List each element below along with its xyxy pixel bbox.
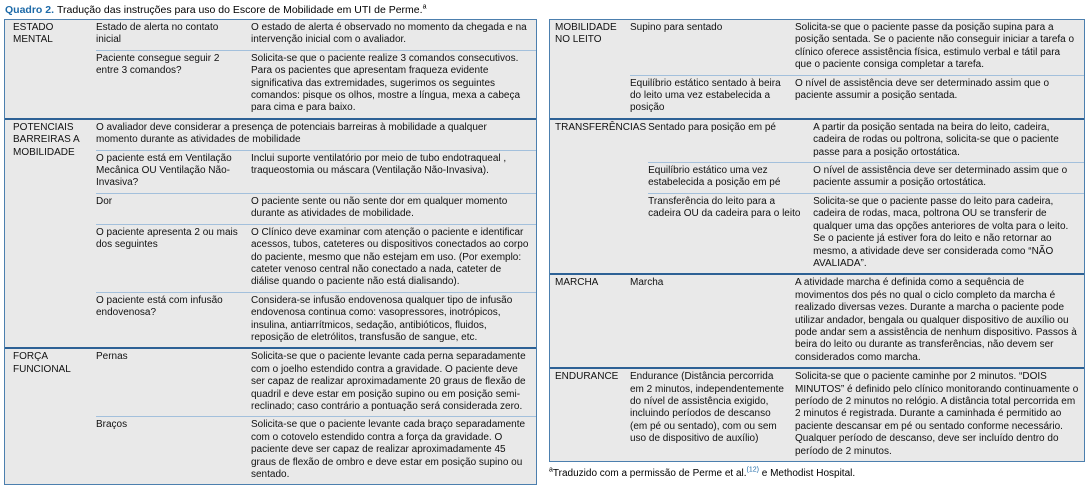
section-category: POTENCIAIS BARREIRAS A MOBILIDADE <box>13 121 80 158</box>
row-item: Equilíbrio estático sentado à beira do leito uma vez estabelecida a posição <box>630 77 781 114</box>
row-item: Endurance (Distância percorrida em 2 minutos, independentemente do nível de assistência exigido, incluindo períodos de descanso (em pé ou sentado), com ou sem uso de dispositivo de auxílio) <box>630 371 784 445</box>
row-item: Paciente consegue seguir 2 entre 3 comandos? <box>96 52 220 77</box>
row-description: Solicita-se que o paciente realize 3 comandos consecutivos. Para os pacientes que apresentam fraqueza evidente significativa das extremidades, sugerimos os seguintes comandos: pisque os olhos, mostre a língua, mexa a cabeça para cima e para baixo. <box>251 52 521 114</box>
section-rows <box>96 20 536 118</box>
row-description: Solicita-se que o paciente levante cada braço separadamente com o cotovelo estendido contra a força da gravidade. O paciente deve ser capaz de realizar aproximadamente 45 graus de flexão de ombro e deve estar em posição supino ou sentado. <box>251 419 526 480</box>
row-description: Solicita-se que o paciente passe do leito para cadeira, cadeira de rodas, maca, poltrona OU se transferir de qualquer uma das opções anteriores de volta para o leito. Se o paciente já estiver fora do leito e não retornar ao mesmo, a atividade deve ser considerada como “NÃO AVALIADA”. <box>813 195 1069 269</box>
left-table <box>4 19 537 485</box>
row-description: Inclui suporte ventilatório por meio de tubo endotraqueal , traqueostomia ou máscara (Ventilação Não-Invasiva). <box>251 152 507 177</box>
row-description: Considera-se infusão endovenosa qualquer tipo de infusão endovenosa continua como: vasopressores, inotrópicos, insulina, antiarrítmicos, sedação, antibióticos, fluidos, reposição de eletrólitos, transfusão de sangue, etc. <box>251 294 513 343</box>
row-description: A atividade marcha é definida como a sequência de movimentos dos pés no qual o ciclo completo da marcha é realizado diversas vezes. Durante a marcha o paciente pode utilizar andador, bengala ou qualquer dispositivo de auxílio ou pode andar sem a assistência de nenhum dispositivo. Passos à beira do leito ou durante as transferências, não devem ser considerados como marcha. <box>795 277 1077 363</box>
right-table <box>549 19 1085 462</box>
section-rows <box>96 120 536 348</box>
table-row <box>96 120 536 150</box>
table-caption-footnote-marker: a <box>422 3 427 11</box>
footnote <box>549 468 1085 480</box>
table-row <box>96 224 536 292</box>
row-item: Equilíbrio estático uma vez estabelecida a posição em pé <box>648 165 781 189</box>
section-rows <box>630 20 1084 118</box>
row-item: O paciente está com infusão endovenosa? <box>96 294 223 319</box>
table-section <box>550 20 1084 118</box>
table-row <box>96 193 536 224</box>
table-section <box>550 118 1084 273</box>
row-item: Dor <box>96 195 113 207</box>
section-rows <box>630 369 1084 461</box>
section-category: ENDURANCE <box>555 371 619 383</box>
table-row <box>648 162 1084 193</box>
row-item: O paciente apresenta 2 ou mais dos seguintes <box>96 226 238 251</box>
row-description: O nível de assistência deve ser determinado assim que o paciente assumir a posição ortostática. <box>813 165 1068 189</box>
table-row <box>630 369 1084 461</box>
table-row <box>648 193 1084 273</box>
table-section <box>5 20 536 118</box>
row-description: O avaliador deve considerar a presença de potenciais barreiras à mobilidade a qualquer momento durante as atividades de mobilidade <box>96 121 487 146</box>
row-item: Marcha <box>630 277 664 289</box>
row-description: Solicita-se que o paciente passe da posição supina para a posição sentada. Se o paciente não conseguir iniciar a tarefa o clínico oferece assistência física, estimulo verbal e tátil para que o paciente consiga completar a tarefa. <box>795 22 1075 71</box>
row-item: Pernas <box>96 351 128 363</box>
section-category: MOBILIDADE NO LEITO <box>555 22 617 46</box>
table-row <box>630 20 1084 75</box>
table-section <box>550 273 1084 367</box>
table-section <box>5 118 536 348</box>
section-category: FORÇA FUNCIONAL <box>13 351 71 375</box>
footnote-text: Traduzido com a permissão de Perme et al. <box>552 468 747 479</box>
row-description: A partir da posição sentada na beira do leito, cadeira, cadeira de rodas ou poltrona, solicita-se que o paciente passe para a posição ortostática. <box>813 121 1059 158</box>
footnote-text-after: e Methodist Hospital. <box>758 468 856 479</box>
table-row <box>96 50 536 118</box>
table-caption-label: Quadro 2. <box>5 4 55 16</box>
row-item: Estado de alerta no contato inicial <box>96 22 219 46</box>
row-description: O paciente sente ou não sente dor em qualquer momento durante as atividades de mobilidade. <box>251 195 508 220</box>
row-description: Solicita-se que o paciente levante cada perna separadamente com o joelho estendido contra a gravidade. O paciente deve ser capaz de realizar aproximadamente 20 graus de flexão de quadril e deve estar em posição supino ou em posição semi-reclinado; caso contrário a pontuação será considerada zero. <box>251 351 526 412</box>
table-row <box>96 292 536 348</box>
row-description: O nível de assistência deve ser determinado assim que o paciente assumir a posição sentada. <box>795 77 1050 102</box>
table-row <box>630 75 1084 118</box>
section-rows <box>96 349 536 484</box>
table-row <box>96 349 536 416</box>
table-row <box>96 20 536 50</box>
footnote-marker: a <box>549 466 553 474</box>
row-item: Transferência do leito para a cadeira OU da cadeira para o leito <box>648 195 801 220</box>
row-description: O Clínico deve examinar com atenção o paciente e identificar acessos, tubos, cateteres ou dispositivos conectados ao corpo do paciente, mesmo que não estejam em uso. (Por exemplo: cateter venoso central não conectado a nada, cateter de diálise quando o paciente não está dialisando). <box>251 226 529 288</box>
section-category: MARCHA <box>555 277 599 289</box>
row-item: O paciente está em Ventilação Mecânica OU Ventilação Não-Invasiva? <box>96 152 232 189</box>
row-item: Braços <box>96 419 128 431</box>
row-item: Sentado para posição em pé <box>648 121 776 133</box>
section-category: ESTADO MENTAL <box>13 22 54 46</box>
table-row <box>648 120 1084 162</box>
table-caption-text: Tradução das instruções para uso do Escore de Mobilidade em UTI de Perme. <box>57 4 423 16</box>
table-caption <box>5 4 1085 17</box>
table-row <box>96 150 536 193</box>
table-section <box>550 367 1084 461</box>
table-row <box>630 275 1084 367</box>
section-rows <box>648 120 1084 273</box>
section-rows <box>630 275 1084 367</box>
footnote-citation: (12) <box>746 466 759 474</box>
tables-container <box>4 19 1085 485</box>
row-description: O estado de alerta é observado no momento da chegada e na intervenção inicial com o avaliador. <box>251 22 527 46</box>
table-row <box>96 416 536 484</box>
row-description: Solicita-se que o paciente caminhe por 2 minutos. “DOIS MINUTOS” é definido pelo clínico monitorando continuamente o período de 2 minutos no relógio. A distância total percorrida em 2 minutos é registrada. Durante a caminhada é permitido ao paciente descansar em pé ou sentado conforme necessário. Qualquer período de descanso, deve ser incluído dentro do período de 2 minutos. <box>795 371 1079 457</box>
table-section <box>5 347 536 484</box>
row-item: Supino para sentado <box>630 22 723 33</box>
right-column <box>549 19 1085 480</box>
section-category: TRANSFERÊNCIAS <box>555 121 647 133</box>
